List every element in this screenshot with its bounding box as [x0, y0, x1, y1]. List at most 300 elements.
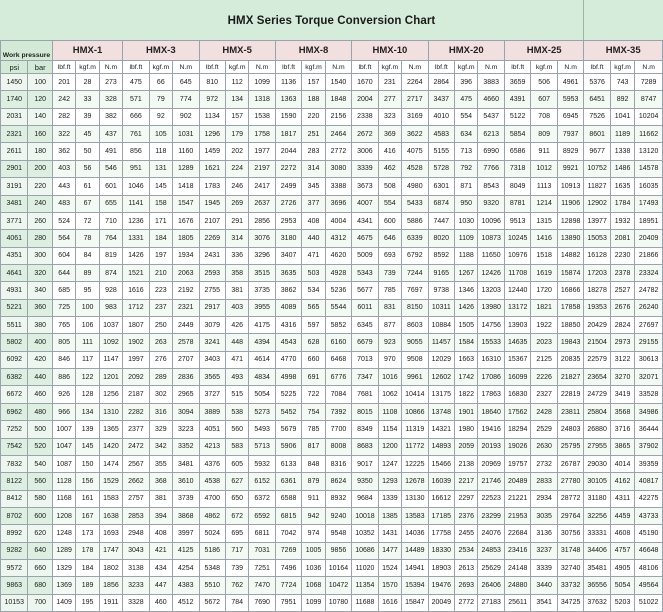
torque-cell: 506 [531, 74, 557, 91]
bar-cell: 700 [28, 594, 52, 611]
torque-cell: 2378 [610, 264, 634, 281]
unit-header-lbfft: lbf.ft [275, 61, 301, 74]
torque-cell: 5348 [199, 560, 225, 577]
torque-cell: 3169 [402, 108, 429, 125]
torque-cell: 50 [76, 143, 99, 160]
torque-cell: 9350 [352, 473, 378, 490]
model-header-hmx-5: HMX-5 [199, 41, 275, 61]
torque-cell: 7951 [275, 594, 301, 611]
torque-cell: 79 [149, 91, 172, 108]
title-divider [583, 0, 584, 40]
torque-cell: 2676 [610, 299, 634, 316]
bar-cell: 580 [28, 490, 52, 507]
torque-cell: 13203 [478, 282, 505, 299]
model-header-hmx-10: HMX-10 [352, 41, 428, 61]
torque-cell: 19476 [428, 577, 454, 594]
torque-cell: 2023 [531, 334, 557, 351]
torque-cell: 871 [455, 178, 478, 195]
torque-cell: 2527 [610, 282, 634, 299]
torque-cell: 4316 [275, 317, 301, 334]
torque-cell: 9677 [584, 143, 610, 160]
torque-cell: 30105 [584, 473, 610, 490]
torque-cell: 2948 [123, 525, 149, 542]
torque-cell: 1030 [455, 212, 478, 229]
torque-cell: 20193 [478, 438, 505, 455]
torque-cell: 691 [302, 369, 325, 386]
torque-cell: 6815 [275, 507, 301, 524]
table-row [1, 560, 663, 577]
torque-cell: 774 [173, 91, 199, 108]
torque-cell: 725 [52, 299, 75, 316]
torque-cell: 48106 [635, 560, 663, 577]
torque-cell: 8601 [584, 126, 610, 143]
torque-cell: 1720 [531, 282, 557, 299]
torque-cell: 1822 [455, 386, 478, 403]
torque-cell: 3076 [249, 230, 275, 247]
torque-cell: 13175 [428, 386, 454, 403]
torque-cell: 17086 [478, 369, 505, 386]
torque-cell: 43733 [635, 507, 663, 524]
torque-cell: 3006 [352, 143, 378, 160]
psi-cell: 5802 [1, 334, 28, 351]
torque-cell: 571 [123, 91, 149, 108]
torque-cell: 4834 [249, 369, 275, 386]
torque-cell: 201 [52, 74, 75, 91]
torque-cell: 1168 [52, 490, 75, 507]
torque-cell: 9548 [325, 525, 351, 542]
torque-cell: 6361 [275, 473, 301, 490]
torque-cell: 117 [76, 351, 99, 368]
unit-header-nm: N.m [325, 61, 351, 74]
torque-cell: 1547 [173, 195, 199, 212]
torque-cell: 22523 [478, 490, 505, 507]
torque-cell: 805 [52, 334, 75, 351]
torque-cell: 29030 [584, 455, 610, 472]
torque-cell: 197 [149, 247, 172, 264]
torque-cell: 11650 [478, 247, 505, 264]
torque-cell: 17493 [635, 195, 663, 212]
torque-cell: 158 [149, 195, 172, 212]
psi-cell: 1740 [1, 91, 28, 108]
torque-cell: 8932 [325, 490, 351, 507]
torque-cell: 408 [302, 212, 325, 229]
torque-cell: 27183 [478, 594, 505, 611]
torque-cell: 323 [378, 108, 401, 125]
torque-cell: 128 [76, 386, 99, 403]
torque-cell: 21953 [504, 507, 530, 524]
torque-cell: 3270 [610, 369, 634, 386]
torque-cell: 11688 [352, 594, 378, 611]
torque-cell: 237 [149, 299, 172, 316]
model-header-hmx-20: HMX-20 [428, 41, 504, 61]
torque-cell: 10414 [402, 386, 429, 403]
torque-cell: 1570 [378, 577, 401, 594]
torque-cell: 84 [76, 247, 99, 264]
torque-cell: 19843 [557, 334, 584, 351]
torque-cell: 3403 [199, 351, 225, 368]
torque-cell: 983 [99, 299, 122, 316]
torque-cell: 2707 [173, 351, 199, 368]
torque-cell: 564 [52, 230, 75, 247]
torque-cell: 3094 [173, 403, 199, 420]
torque-cell: 7697 [402, 282, 429, 299]
torque-cell: 1108 [378, 403, 401, 420]
unit-header-kgfm: kgf.m [610, 61, 634, 74]
torque-cell: 7318 [504, 160, 530, 177]
torque-cell: 184 [149, 230, 172, 247]
torque-cell: 8592 [428, 247, 454, 264]
torque-cell: 15394 [402, 577, 429, 594]
torque-cell: 2757 [123, 490, 149, 507]
torque-cell: 923 [378, 334, 401, 351]
torque-cell: 5544 [325, 299, 351, 316]
torque-cell: 785 [302, 421, 325, 438]
torque-cell: 139 [76, 421, 99, 438]
torque-cell: 1315 [531, 212, 557, 229]
torque-cell: 6451 [584, 91, 610, 108]
torque-cell: 322 [52, 126, 75, 143]
torque-cell: 25611 [504, 594, 530, 611]
torque-cell: 23324 [635, 264, 663, 281]
torque-cell: 1529 [99, 473, 122, 490]
psi-cell: 4641 [1, 264, 28, 281]
torque-cell: 2230 [610, 247, 634, 264]
torque-cell: 14489 [402, 542, 429, 559]
torque-cell: 157 [302, 74, 325, 91]
torque-cell: 2226 [531, 369, 557, 386]
torque-cell: 3407 [275, 247, 301, 264]
torque-cell: 8781 [504, 195, 530, 212]
torque-cell: 761 [123, 126, 149, 143]
torque-cell: 817 [302, 438, 325, 455]
torque-cell: 2081 [610, 230, 634, 247]
torque-cell: 6372 [249, 490, 275, 507]
torque-cell: 600 [378, 212, 401, 229]
psi-cell: 2611 [1, 143, 28, 160]
torque-cell: 314 [302, 160, 325, 177]
torque-cell: 8049 [504, 178, 530, 195]
torque-cell: 33 [76, 91, 99, 108]
torque-cell: 145 [149, 178, 172, 195]
torque-cell: 560 [225, 421, 248, 438]
torque-cell: 2953 [275, 212, 301, 229]
model-header-hmx-1: HMX-1 [52, 41, 122, 61]
torque-cell: 9513 [504, 212, 530, 229]
torque-cell: 1200 [378, 438, 401, 455]
torque-cell: 14941 [402, 560, 429, 577]
bar-cell: 560 [28, 473, 52, 490]
torque-cell: 2973 [610, 334, 634, 351]
torque-cell: 4162 [610, 473, 634, 490]
torque-cell: 1538 [249, 108, 275, 125]
torque-cell: 13890 [557, 230, 584, 247]
torque-cell: 437 [99, 126, 122, 143]
torque-cell: 2464 [325, 126, 351, 143]
torque-cell: 1805 [173, 230, 199, 247]
torque-cell: 491 [99, 143, 122, 160]
psi-cell: 8702 [1, 507, 28, 524]
torque-cell: 1670 [352, 74, 378, 91]
torque-cell: 1638 [99, 507, 122, 524]
torque-cell: 6792 [402, 247, 429, 264]
torque-cell: 6301 [428, 178, 454, 195]
torque-cell: 546 [99, 160, 122, 177]
torque-cell: 1007 [52, 421, 75, 438]
torque-cell: 846 [52, 351, 75, 368]
torque-cell: 4675 [352, 230, 378, 247]
torque-cell: 4383 [173, 577, 199, 594]
torque-cell: 167 [76, 507, 99, 524]
torque-cell: 926 [52, 386, 75, 403]
torque-cell: 5433 [402, 195, 429, 212]
torque-cell: 17562 [504, 403, 530, 420]
torque-cell: 20409 [635, 230, 663, 247]
torque-cell: 1267 [455, 264, 478, 281]
torque-cell: 7289 [635, 74, 663, 91]
torque-cell: 150 [76, 455, 99, 472]
psi-cell: 5511 [1, 317, 28, 334]
torque-cell: 6160 [325, 334, 351, 351]
torque-cell: 111 [76, 334, 99, 351]
torque-cell: 1248 [52, 525, 75, 542]
torque-cell: 764 [99, 230, 122, 247]
psi-cell: 6382 [1, 369, 28, 386]
torque-cell: 5009 [352, 247, 378, 264]
torque-cell: 9055 [402, 334, 429, 351]
torque-cell: 785 [378, 282, 401, 299]
torque-cell: 26880 [584, 421, 610, 438]
torque-cell: 231 [378, 74, 401, 91]
torque-cell: 902 [173, 108, 199, 125]
psi-cell: 9282 [1, 542, 28, 559]
torque-cell: 1693 [99, 525, 122, 542]
torque-cell: 329 [149, 421, 172, 438]
table-row [1, 369, 663, 386]
torque-cell: 403 [225, 299, 248, 316]
torque-cell: 493 [225, 369, 248, 386]
torque-cell: 5155 [428, 143, 454, 160]
torque-cell: 655 [99, 195, 122, 212]
unit-header-kgfm: kgf.m [378, 61, 401, 74]
torque-cell: 4014 [610, 455, 634, 472]
torque-cell: 7690 [249, 594, 275, 611]
torque-cell: 13748 [428, 403, 454, 420]
torque-cell: 784 [225, 594, 248, 611]
torque-cell: 628 [302, 334, 325, 351]
torque-cell: 8683 [352, 438, 378, 455]
torque-cell: 72 [76, 212, 99, 229]
torque-cell: 4998 [275, 369, 301, 386]
torque-cell: 3515 [249, 264, 275, 281]
torque-cell: 1247 [378, 455, 401, 472]
torque-cell: 394 [149, 507, 172, 524]
unit-header-lbfft: lbf.ft [52, 61, 75, 74]
torque-cell: 2853 [123, 507, 149, 524]
torque-cell: 4254 [173, 560, 199, 577]
torque-cell: 5054 [610, 577, 634, 594]
torque-cell: 4583 [428, 126, 454, 143]
torque-cell: 2338 [352, 108, 378, 125]
torque-cell: 2044 [275, 143, 301, 160]
torque-cell: 809 [531, 126, 557, 143]
torque-cell: 2726 [275, 195, 301, 212]
table-row [1, 386, 663, 403]
torque-cell: 950 [455, 195, 478, 212]
torque-cell: 7347 [352, 369, 378, 386]
unit-header-nm: N.m [557, 61, 584, 74]
torque-cell: 92 [149, 108, 172, 125]
bar-cell: 300 [28, 247, 52, 264]
torque-cell: 1363 [275, 91, 301, 108]
table-row [1, 473, 663, 490]
torque-cell: 10866 [402, 403, 429, 420]
torque-cell: 4007 [352, 195, 378, 212]
torque-cell: 7526 [584, 108, 610, 125]
torque-cell: 11906 [557, 195, 584, 212]
table-row [1, 490, 663, 507]
torque-cell: 277 [378, 91, 401, 108]
torque-cell: 20835 [557, 351, 584, 368]
torque-cell: 5122 [504, 108, 530, 125]
torque-cell: 11827 [584, 178, 610, 195]
torque-cell: 106 [76, 317, 99, 334]
torque-cell: 2472 [123, 438, 149, 455]
torque-cell: 6133 [275, 455, 301, 472]
torque-cell: 951 [123, 160, 149, 177]
torque-cell: 1821 [531, 299, 557, 316]
torque-cell: 14578 [635, 160, 663, 177]
torque-cell: 2864 [428, 74, 454, 91]
torque-cell: 263 [149, 334, 172, 351]
torque-cell: 3079 [199, 317, 225, 334]
torque-cell: 713 [455, 143, 478, 160]
torque-cell: 508 [378, 178, 401, 195]
torque-cell: 17203 [584, 264, 610, 281]
torque-cell: 1621 [199, 160, 225, 177]
torque-cell: 156 [76, 473, 99, 490]
torque-cell: 7269 [275, 542, 301, 559]
torque-cell: 3883 [478, 74, 505, 91]
torque-cell: 408 [149, 525, 172, 542]
torque-cell: 210 [149, 264, 172, 281]
torque-cell: 1338 [610, 143, 634, 160]
torque-cell: 1099 [302, 594, 325, 611]
torque-cell: 1293 [378, 473, 401, 490]
torque-cell: 7031 [249, 542, 275, 559]
torque-cell: 12602 [428, 369, 454, 386]
torque-cell: 242 [52, 91, 75, 108]
torque-cell: 39359 [635, 455, 663, 472]
torque-cell: 134 [225, 91, 248, 108]
torque-cell: 10873 [478, 230, 505, 247]
torque-cell: 14635 [504, 334, 530, 351]
torque-cell: 1997 [123, 351, 149, 368]
torque-cell: 4213 [199, 438, 225, 455]
torque-cell: 1236 [123, 212, 149, 229]
torque-cell: 4608 [610, 525, 634, 542]
torque-cell: 8015 [352, 403, 378, 420]
torque-cell: 3997 [173, 525, 199, 542]
torque-cell: 2772 [455, 594, 478, 611]
torque-cell: 3080 [325, 160, 351, 177]
psi-cell: 3191 [1, 178, 28, 195]
bar-cell: 400 [28, 334, 52, 351]
torque-cell: 1154 [378, 421, 401, 438]
torque-cell: 693 [378, 247, 401, 264]
torque-cell: 18951 [635, 212, 663, 229]
torque-cell: 3233 [123, 577, 149, 594]
torque-cell: 1201 [99, 369, 122, 386]
torque-cell: 7470 [249, 577, 275, 594]
torque-cell: 524 [52, 212, 75, 229]
torque-cell: 34406 [584, 542, 610, 559]
torque-cell: 24880 [504, 577, 530, 594]
torque-cell: 22684 [504, 525, 530, 542]
torque-cell: 13130 [402, 490, 429, 507]
torque-cell: 886 [52, 369, 75, 386]
torque-cell: 22579 [584, 351, 610, 368]
torque-cell: 11020 [352, 560, 378, 577]
torque-cell: 5225 [275, 386, 301, 403]
bar-cell: 200 [28, 160, 52, 177]
torque-cell: 6011 [352, 299, 378, 316]
torque-cell: 11708 [504, 264, 530, 281]
torque-cell: 5852 [325, 317, 351, 334]
torque-cell: 9165 [428, 264, 454, 281]
bar-cell: 420 [28, 351, 52, 368]
torque-cell: 3622 [402, 126, 429, 143]
torque-cell: 605 [225, 455, 248, 472]
torque-cell: 5493 [249, 421, 275, 438]
torque-cell: 2534 [455, 542, 478, 559]
torque-cell: 792 [455, 160, 478, 177]
torque-cell: 1802 [99, 560, 122, 577]
torque-cell: 1310 [99, 403, 122, 420]
torque-cell: 5932 [249, 455, 275, 472]
model-header-hmx-25: HMX-25 [504, 41, 583, 61]
torque-cell: 1945 [199, 195, 225, 212]
torque-cell: 7392 [325, 403, 351, 420]
torque-cell: 1932 [610, 212, 634, 229]
torque-cell: 5953 [557, 91, 584, 108]
torque-cell: 276 [149, 351, 172, 368]
torque-cell: 195 [76, 594, 99, 611]
table-row [1, 160, 663, 177]
torque-cell: 251 [302, 126, 325, 143]
torque-cell: 1590 [275, 108, 301, 125]
torque-cell: 4620 [325, 247, 351, 264]
torque-cell: 105 [149, 126, 172, 143]
table-row [1, 143, 663, 160]
torque-cell: 358 [225, 264, 248, 281]
torque-cell: 974 [302, 525, 325, 542]
torque-cell: 20969 [478, 455, 505, 472]
torque-cell: 250 [149, 317, 172, 334]
torque-cell: 1016 [378, 369, 401, 386]
torque-cell: 11772 [402, 438, 429, 455]
torque-cell: 6776 [325, 369, 351, 386]
torque-cell: 7496 [275, 560, 301, 577]
torque-cell: 37632 [584, 594, 610, 611]
torque-cell: 1369 [52, 577, 75, 594]
psi-cell: 3771 [1, 212, 28, 229]
torque-cell: 2772 [325, 143, 351, 160]
torque-cell: 16830 [504, 386, 530, 403]
model-header-hmx-35: HMX-35 [584, 41, 663, 61]
torque-cell: 13583 [402, 507, 429, 524]
torque-cell: 40817 [635, 473, 663, 490]
torque-cell: 597 [302, 317, 325, 334]
